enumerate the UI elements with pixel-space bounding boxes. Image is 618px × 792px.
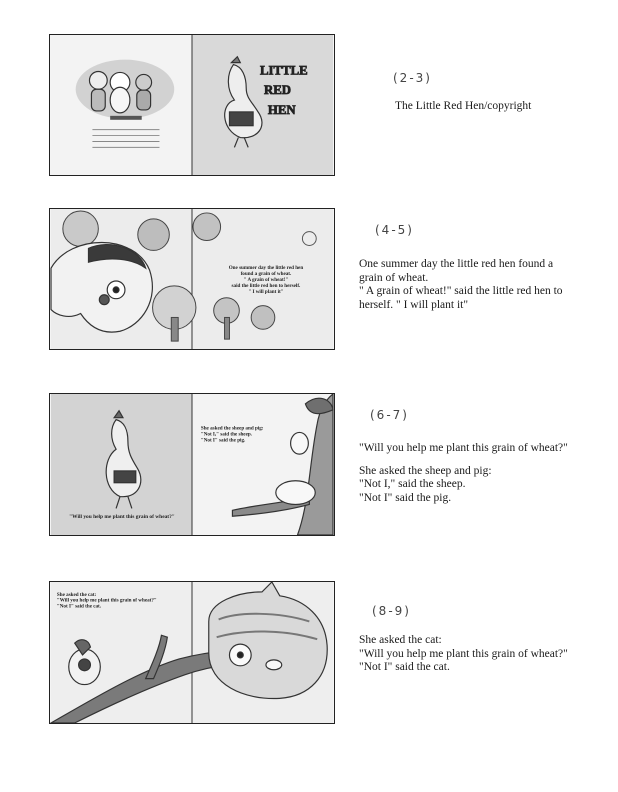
- title-word-hen: HEN: [267, 102, 296, 117]
- spread-illustration-2-3: [50, 35, 334, 175]
- spread-illustration-6-7: [50, 394, 334, 535]
- svg-text:" I will plant it": " I will plant it": [248, 288, 284, 295]
- svg-text:found a grain of wheat.: found a grain of wheat.: [240, 271, 292, 278]
- svg-text:"Will you help me plant this g: "Will you help me plant this grain of wheat?": [56, 597, 157, 604]
- description-line: herself. " I will plant it": [359, 298, 469, 311]
- svg-text:" A grain of wheat!": " A grain of wheat!": [243, 276, 289, 283]
- svg-text:"Not I," said the sheep.: "Not I," said the sheep.: [200, 431, 252, 438]
- description-line: "Not I" said the pig.: [359, 491, 452, 504]
- description-line: One summer day the little red hen found a: [359, 258, 554, 270]
- description-line: "Not I," said the sheep.: [359, 478, 466, 490]
- description-line: "Will you help me plant this grain of wheat?": [359, 647, 568, 660]
- thumbnail-spread-2-3: [49, 34, 335, 176]
- page-number-label: (8-9): [372, 604, 411, 618]
- description-line: "Not I" said the cat.: [359, 661, 450, 673]
- panel-description: [395, 100, 531, 114]
- description-line: She asked the cat:: [359, 634, 442, 646]
- description-line: The Little Red Hen/copyright: [395, 100, 532, 112]
- thumbnail-spread-4-5: [49, 208, 335, 350]
- panel-description: [359, 634, 568, 675]
- inset-question: "Will you help me plant this grain of wheat?": [69, 514, 175, 521]
- spread-illustration-4-5: [50, 209, 334, 349]
- svg-text:She asked the sheep and pig:: She asked the sheep and pig:: [200, 425, 264, 432]
- svg-text:"Not I" said the cat.: "Not I" said the cat.: [56, 603, 102, 610]
- description-line: She asked the sheep and pig:: [359, 464, 492, 477]
- panel-description: [359, 258, 563, 312]
- svg-text:One summer day the little red: One summer day the little red hen: [228, 265, 304, 272]
- page-number-label: (6-7): [370, 408, 409, 422]
- title-word-little: LITTLE: [260, 63, 308, 78]
- three-characters-drawing: [76, 60, 175, 119]
- description-lead: "Will you help me plant this grain of wheat?": [359, 442, 568, 454]
- panel-description: [359, 442, 568, 505]
- title-word-red: RED: [263, 83, 292, 98]
- svg-text:said the little red hen to her: said the little red hen to herself.: [231, 282, 301, 289]
- svg-text:She asked the cat:: She asked the cat:: [56, 591, 97, 598]
- page-number-label: (2-3): [393, 71, 432, 85]
- description-line: " A grain of wheat!" said the little red hen to: [359, 285, 563, 297]
- spread-illustration-8-9: [50, 582, 334, 723]
- svg-text:"Not I" said the pig.: "Not I" said the pig.: [200, 437, 246, 444]
- page-number-label: (4-5): [375, 223, 414, 237]
- thumbnail-spread-8-9: [49, 581, 335, 724]
- thumbnail-spread-6-7: [49, 393, 335, 536]
- description-line: grain of wheat.: [359, 271, 429, 284]
